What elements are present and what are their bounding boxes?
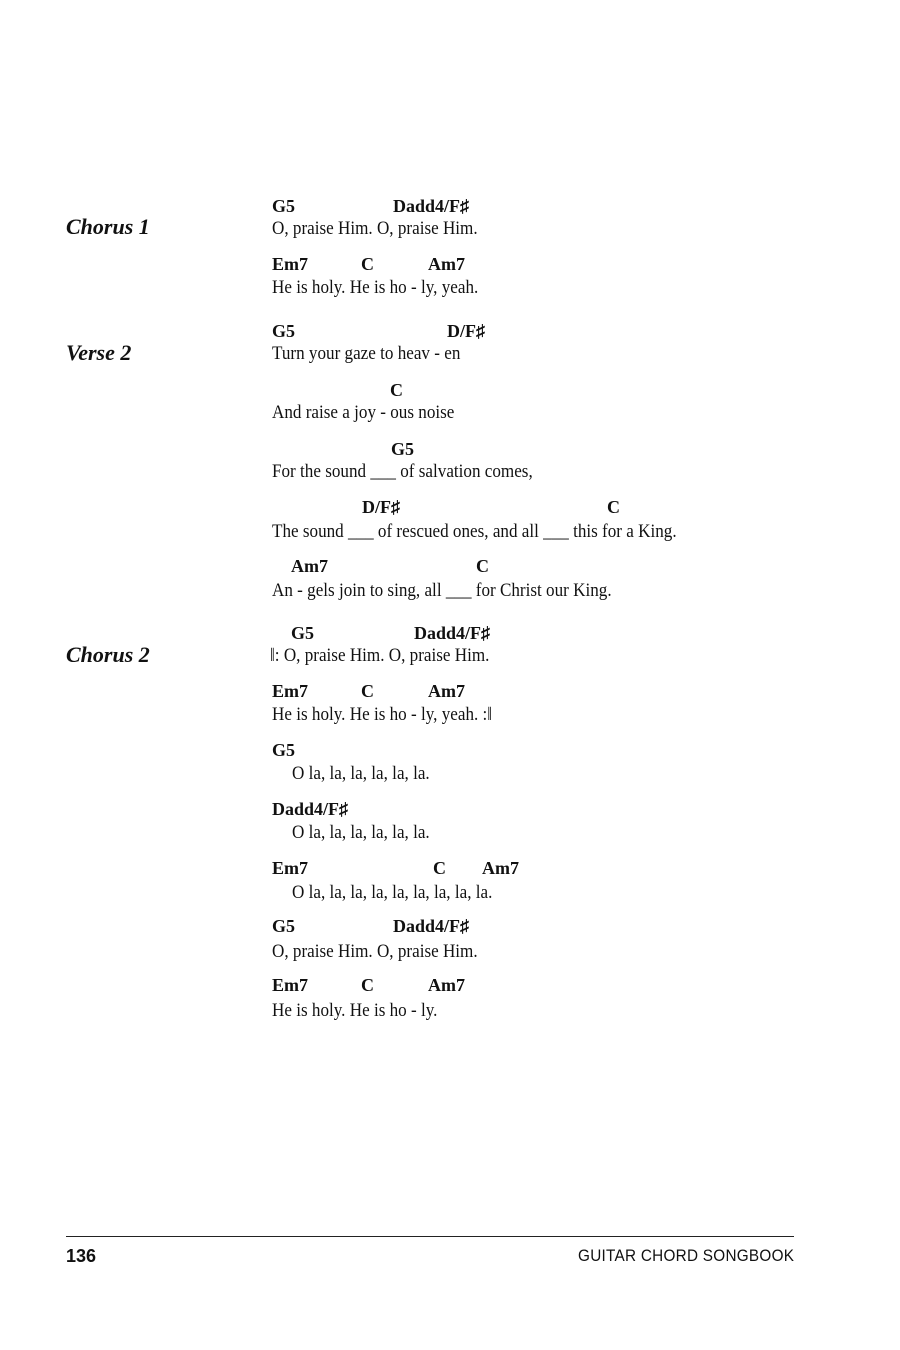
lyric-line: Turn your gaze to heav - en <box>272 343 461 364</box>
chord: D/F♯ <box>447 321 485 341</box>
chord: Em7 <box>272 254 308 274</box>
chord: Em7 <box>272 975 308 995</box>
lyric-line: For the sound ___ of salvation comes, <box>272 461 533 482</box>
chord: C <box>361 975 374 995</box>
lyric-line: ‖: O, praise Him. O, praise Him. <box>270 645 490 666</box>
lyric-line: O, praise Him. O, praise Him. <box>272 941 478 962</box>
chord: Dadd4/F♯ <box>272 799 349 819</box>
chord: C <box>361 254 374 274</box>
chord: G5 <box>272 196 296 216</box>
chord: Em7 <box>272 681 308 701</box>
chord: C <box>390 380 403 400</box>
chord: Em7 <box>272 858 308 878</box>
section-label-chorus-1: Chorus 1 <box>66 214 150 239</box>
chord: Am7 <box>482 858 519 878</box>
chord: C <box>607 497 620 517</box>
chord: G5 <box>272 321 296 341</box>
chord: Am7 <box>428 254 465 274</box>
lyric-line: O la, la, la, la, la, la, la, la, la. <box>292 882 493 903</box>
chord: Dadd4/F♯ <box>393 196 470 216</box>
chord: C <box>361 681 374 701</box>
chord: G5 <box>291 623 315 643</box>
lyric-line: He is holy. He is ho - ly, yeah. <box>272 277 479 298</box>
lyric-line: He is holy. He is ho - ly. <box>272 1000 438 1021</box>
lyric-line: The sound ___ of rescued ones, and all ___ this for a King. <box>272 521 677 542</box>
chord: G5 <box>272 740 296 760</box>
lyric-line: O, praise Him. O, praise Him. <box>272 218 478 239</box>
lyric-line: O la, la, la, la, la, la. <box>292 763 430 784</box>
chord: C <box>476 556 489 576</box>
chord: D/F♯ <box>362 497 400 517</box>
lyric-line: An - gels join to sing, all ___ for Christ our King. <box>272 580 612 601</box>
lyric-line: And raise a joy - ous noise <box>272 402 455 423</box>
lyric-line: O la, la, la, la, la, la. <box>292 822 430 843</box>
chord: Am7 <box>291 556 328 576</box>
page-number: 136 <box>66 1246 97 1266</box>
lyric-line: He is holy. He is ho - ly, yeah. :‖ <box>272 704 493 725</box>
chord: Dadd4/F♯ <box>393 916 470 936</box>
chord: Dadd4/F♯ <box>414 623 491 643</box>
chord: C <box>433 858 446 878</box>
chord: Am7 <box>428 681 465 701</box>
section-label-chorus-2: Chorus 2 <box>66 642 150 667</box>
footer-rule <box>66 1236 794 1237</box>
chord: Am7 <box>428 975 465 995</box>
book-title: GUITAR CHORD SONGBOOK <box>577 1246 794 1265</box>
chord: G5 <box>272 916 296 936</box>
chord: G5 <box>391 439 415 459</box>
section-label-verse-2: Verse 2 <box>66 340 132 365</box>
